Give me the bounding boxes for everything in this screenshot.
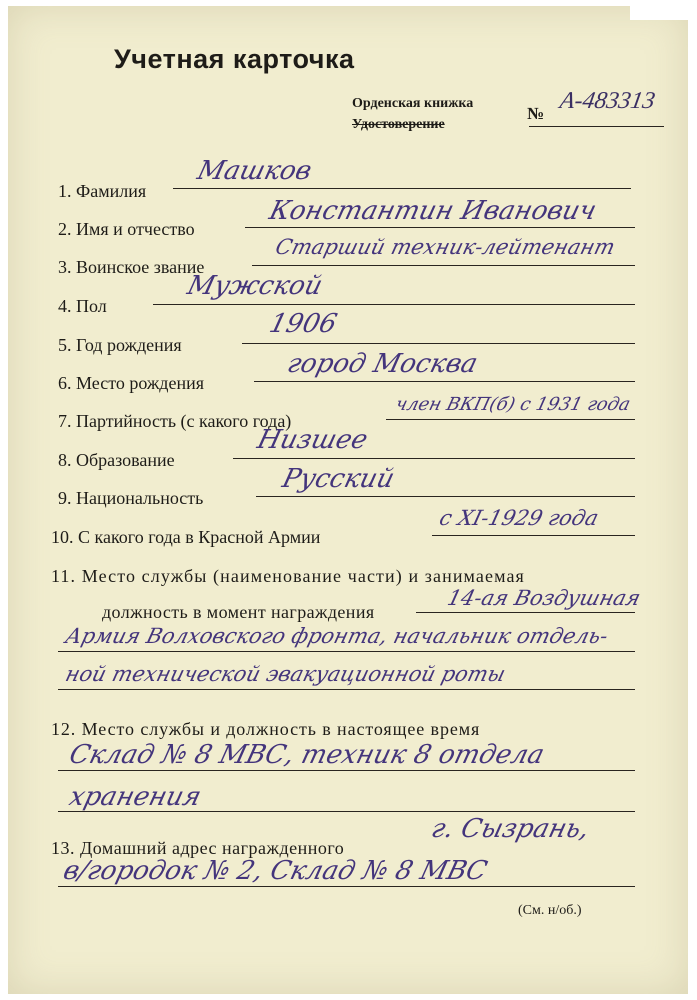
field-9-line (256, 496, 635, 497)
field-8-line (233, 458, 635, 459)
field-1-label: 1. Фамилия (58, 181, 147, 201)
field-6-label: 6. Место рождения (58, 373, 205, 393)
field-1-line (173, 188, 631, 189)
field-12-value-line2: хранения (66, 782, 205, 812)
field-12-value-line1: Склад № 8 МВС, техник 8 отдела (66, 740, 548, 770)
field-4-label: 4. Пол (58, 296, 107, 316)
field-11-value-line2: Армия Волховского фронта, начальник отдель- (63, 624, 611, 648)
field-2-value: Константин Иванович (266, 196, 600, 226)
torn-corner (630, 6, 688, 20)
field-9-value: Русский (279, 464, 398, 494)
field-2-label: 2. Имя и отчество (58, 219, 195, 239)
field-11-value-line1: 14-ая Воздушная (445, 586, 644, 610)
field-3-line (252, 265, 635, 266)
number-sign: № (527, 104, 545, 123)
field-12-label: 12. Место службы и должность в настоящее время (51, 719, 481, 739)
field-11-line-3 (58, 689, 635, 690)
field-11-label-line2: должность в момент награждения (102, 602, 375, 622)
field-9-label: 9. Национальность (58, 488, 204, 508)
order-book-label: Орденская книжка (352, 96, 474, 111)
field-7-value: член ВКП(б) с 1931 года (393, 394, 633, 415)
field-5-line (242, 343, 635, 344)
field-8-label: 8. Образование (58, 450, 175, 470)
field-10-label: 10. С какого года в Красной Армии (51, 527, 321, 547)
field-6-value: город Москва (284, 349, 481, 379)
field-10-line (432, 535, 635, 536)
field-2-line (245, 227, 635, 228)
order-book-number: А-483313 (557, 88, 658, 114)
certificate-label-struck: Удостоверение (352, 117, 445, 132)
see-reverse-note: (См. н/об.) (518, 903, 582, 918)
field-4-value: Мужской (184, 271, 326, 301)
field-10-value: с XI-1929 года (437, 506, 601, 530)
field-12-line-1 (58, 770, 635, 771)
field-13-label: 13. Домашний адрес награжденного (51, 838, 345, 858)
field-11-line-2 (58, 651, 635, 652)
card-title: Учетная карточка (114, 44, 355, 74)
field-4-line (153, 304, 635, 305)
field-3-label: 3. Воинское звание (58, 257, 205, 277)
number-underline (529, 126, 664, 127)
field-7-line (386, 419, 635, 420)
field-13-line (58, 886, 635, 887)
field-6-line (254, 381, 635, 382)
field-11-line-1 (416, 612, 635, 613)
field-5-value: 1906 (266, 309, 340, 339)
field-13-value-line1: г. Сызрань, (428, 814, 593, 844)
field-3-value: Старший техник-лейтенант (273, 235, 618, 259)
field-7-label: 7. Партийность (с какого года) (58, 411, 292, 431)
field-11-label: 11. Место службы (наименование части) и занимаемая (51, 566, 525, 586)
field-11-value-line3: ной технической эвакуационной роты (63, 662, 509, 686)
award-record-card (8, 6, 688, 994)
field-8-value: Низшее (254, 425, 371, 455)
field-5-label: 5. Год рождения (58, 335, 182, 355)
field-1-value: Машков (194, 156, 315, 186)
field-13-value-line2: в/городок № 2, Склад № 8 МВС (60, 856, 491, 886)
